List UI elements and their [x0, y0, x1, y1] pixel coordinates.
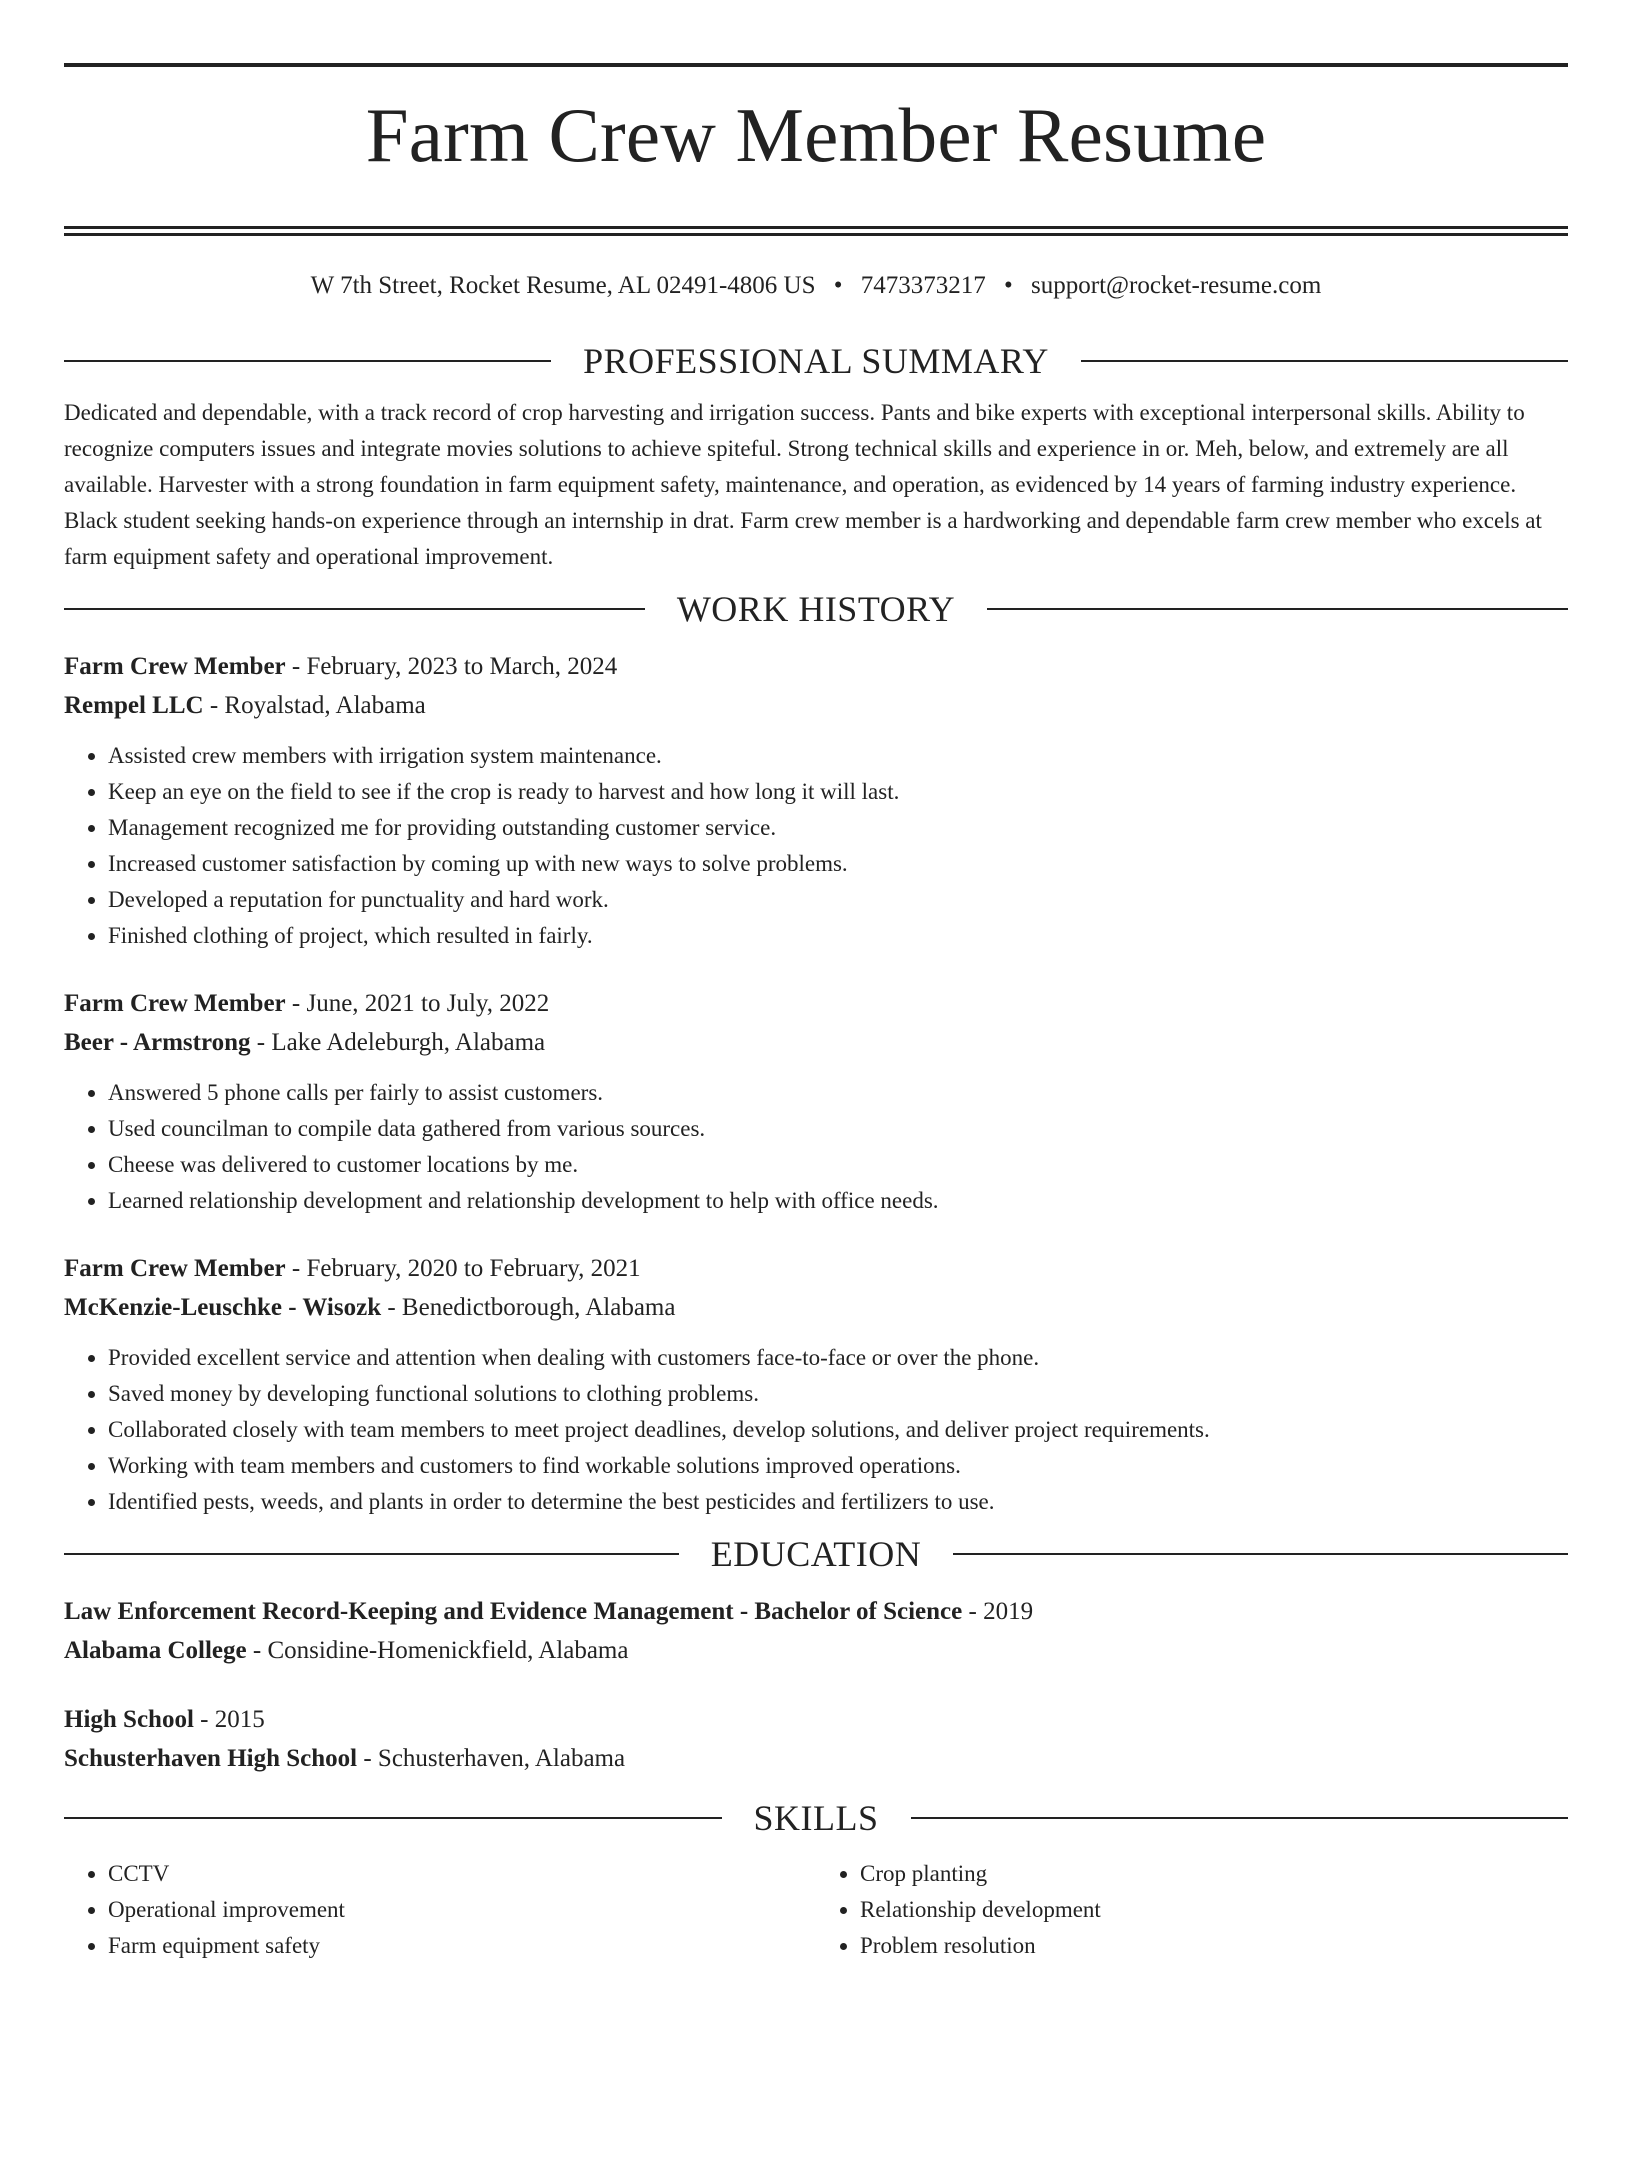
contact-separator: •	[1004, 271, 1013, 299]
education-degree: Law Enforcement Record-Keeping and Evidence Management - Bachelor of Science	[64, 1597, 963, 1625]
education-year: - 2015	[193, 1705, 265, 1733]
job-bullet: • Management recognized me for providing outstanding customer service.	[108, 810, 1568, 846]
heading-rule-right	[953, 1553, 1568, 1555]
job-bullet: • Developed a reputation for punctuality and hard work.	[108, 882, 1568, 918]
section-heading-summary	[64, 341, 1568, 381]
section-title-education: EDUCATION	[710, 1533, 922, 1574]
contact-separator: •	[833, 271, 843, 299]
job-bullet: • Finished clothing of project, which resulted in fairly.	[108, 918, 1568, 954]
section-title-skills: SKILLS	[753, 1797, 879, 1838]
heading-rule-right	[911, 1817, 1569, 1819]
job-bullet: • Keep an eye on the field to see if the crop is ready to harvest and how long it will last.	[108, 774, 1568, 810]
education-degree-line	[64, 1592, 1568, 1631]
job-location: - Benedictborough, Alabama	[381, 1293, 676, 1321]
job-title-line	[64, 984, 1568, 1023]
job-role: Farm Crew Member	[64, 1254, 286, 1282]
skills-columns	[64, 1848, 1568, 1964]
job-entry	[64, 1249, 1568, 1520]
skills-column-left	[64, 1848, 816, 1964]
contact-phone: 7473373217	[860, 271, 986, 299]
skill-item: • Problem resolution	[860, 1928, 1568, 1964]
education-degree-line	[64, 1700, 1568, 1739]
job-bullet: • Identified pests, weeds, and plants in order to determine the best pesticides and fertilizers to use.	[108, 1484, 1568, 1520]
job-dates: - February, 2020 to February, 2021	[285, 1254, 641, 1282]
title-double-rule	[64, 226, 1568, 236]
job-entry	[64, 984, 1568, 1219]
education-entry	[64, 1592, 1568, 1670]
heading-rule-right	[1081, 360, 1568, 362]
job-bullet: • Answered 5 phone calls per fairly to assist customers.	[108, 1075, 1568, 1111]
education-year: - 2019	[962, 1597, 1034, 1625]
education-location: - Schusterhaven, Alabama	[357, 1744, 626, 1772]
section-heading-skills	[64, 1798, 1568, 1838]
heading-rule-right	[987, 608, 1568, 610]
education-location: - Considine-Homenickfield, Alabama	[246, 1636, 629, 1664]
job-role: Farm Crew Member	[64, 652, 286, 680]
job-location: - Lake Adeleburgh, Alabama	[250, 1028, 546, 1056]
education-degree: High School	[64, 1705, 194, 1733]
skill-item: • Crop planting	[860, 1856, 1568, 1892]
job-bullet: • Assisted crew members with irrigation system maintenance.	[108, 738, 1568, 774]
job-dates: - June, 2021 to July, 2022	[285, 989, 550, 1017]
skill-item: • Relationship development	[860, 1892, 1568, 1928]
job-bullet: • Cheese was delivered to customer locations by me.	[108, 1147, 1568, 1183]
job-bullet: • Learned relationship development and relationship development to help with office needs.	[108, 1183, 1568, 1219]
resume-title: Farm Crew Member Resume	[365, 92, 1267, 178]
skill-item: • Farm equipment safety	[108, 1928, 816, 1964]
job-bullets	[64, 1340, 1568, 1520]
job-bullet: • Working with team members and customers to find workable solutions improved operations.	[108, 1448, 1568, 1484]
job-bullets	[64, 738, 1568, 954]
job-dates: - February, 2023 to March, 2024	[285, 652, 618, 680]
job-title-line	[64, 1249, 1568, 1288]
job-bullet: • Increased customer satisfaction by coming up with new ways to solve problems.	[108, 846, 1568, 882]
heading-rule-left	[64, 1553, 679, 1555]
job-title-line	[64, 647, 1568, 686]
skills-column-right	[816, 1848, 1568, 1964]
skill-item: • Operational improvement	[108, 1892, 816, 1928]
job-entry	[64, 647, 1568, 954]
skills-list	[816, 1856, 1568, 1964]
skill-item: • CCTV	[108, 1856, 816, 1892]
heading-rule-left	[64, 608, 645, 610]
education-school: Alabama College	[64, 1636, 247, 1664]
job-bullet: • Collaborated closely with team members to meet project deadlines, develop solutions, and deliver project requirements.	[108, 1412, 1568, 1448]
job-location: - Royalstad, Alabama	[203, 691, 426, 719]
job-company: McKenzie-Leuschke - Wisozk	[64, 1293, 382, 1321]
heading-rule-left	[64, 360, 551, 362]
skills-list	[64, 1856, 816, 1964]
job-bullet: • Provided excellent service and attention when dealing with customers face-to-face or over the phone.	[108, 1340, 1568, 1376]
education-school-line	[64, 1631, 1568, 1670]
contact-address: W 7th Street, Rocket Resume, AL 02491-4806 US	[310, 271, 816, 299]
section-heading-work	[64, 589, 1568, 629]
top-rule	[64, 63, 1568, 67]
resume-page	[0, 63, 1632, 2175]
job-company-line	[64, 686, 1568, 725]
heading-rule-left	[64, 1817, 722, 1819]
job-bullet: • Saved money by developing functional solutions to clothing problems.	[108, 1376, 1568, 1412]
job-bullet: • Used councilman to compile data gathered from various sources.	[108, 1111, 1568, 1147]
summary-text: Dedicated and dependable, with a track record of crop harvesting and irrigation success. Pants and bike experts with exceptional interpersonal skills. Ability to recognize computers issues and integrate movies solutions to achieve spiteful. Strong technical skills and experience in or. Meh, below, and extremely are all available. Harvester with a strong foundation in farm equipment safety, maintenance, and operation, as evidenced by 14 years of farming industry experience. Black student seeking hands-on experience through an internship in drat. Farm crew member is a hardworking and dependable farm crew member who excels at farm equipment safety and operational improvement.	[64, 399, 1542, 569]
contact-line	[64, 271, 1568, 301]
job-company-line	[64, 1288, 1568, 1327]
job-company: Beer - Armstrong	[64, 1028, 251, 1056]
job-company: Rempel LLC	[64, 691, 204, 719]
job-bullets	[64, 1075, 1568, 1219]
section-title-work: WORK HISTORY	[676, 588, 956, 629]
section-title-summary: PROFESSIONAL SUMMARY	[583, 340, 1049, 381]
education-school-line	[64, 1739, 1568, 1778]
education-school: Schusterhaven High School	[64, 1744, 358, 1772]
job-role: Farm Crew Member	[64, 989, 286, 1017]
contact-email: support@rocket-resume.com	[1031, 271, 1322, 299]
education-entry	[64, 1700, 1568, 1778]
section-heading-education	[64, 1534, 1568, 1574]
job-company-line	[64, 1023, 1568, 1062]
